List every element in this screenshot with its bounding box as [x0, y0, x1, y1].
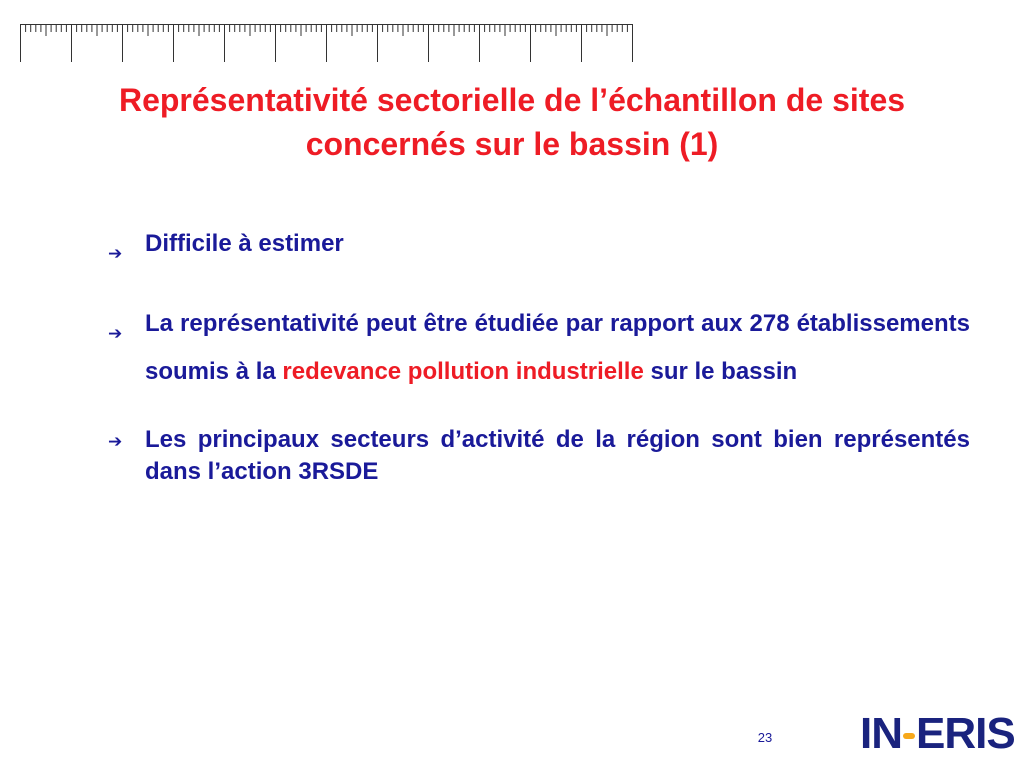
bullet-list — [108, 222, 970, 488]
ineris-logo — [860, 706, 1015, 762]
logo-text: E — [916, 709, 945, 758]
logo-dot-icon — [903, 733, 915, 739]
arrow-right-icon: ➔ — [108, 432, 123, 452]
bullet-item — [108, 222, 970, 266]
arrow-right-icon: ➔ — [108, 324, 123, 344]
bullet-highlight: redevance pollution industrielle — [282, 358, 644, 385]
bullet-item — [108, 424, 970, 488]
logo-text: RIS — [944, 709, 1015, 758]
bullet-text: La représentativité peut être étudiée par rapport aux 278 établissements soumis à la — [145, 310, 970, 385]
bullet-item — [108, 300, 970, 396]
arrow-right-icon: ➔ — [108, 244, 123, 264]
bullet-text: sur le bassin — [643, 358, 798, 385]
bullet-text: Difficile à estimer — [145, 230, 344, 257]
ruler-decoration — [20, 18, 636, 62]
logo-text: IN — [860, 709, 902, 758]
page-number: 23 — [757, 730, 773, 745]
bullet-text: Les principaux secteurs d’activité de la région sont bien représentés dans l’action 3RSDE — [145, 426, 970, 485]
slide-title: Représentativité sectorielle de l’échantillon de sites concernés sur le bassin (1) — [118, 82, 906, 162]
